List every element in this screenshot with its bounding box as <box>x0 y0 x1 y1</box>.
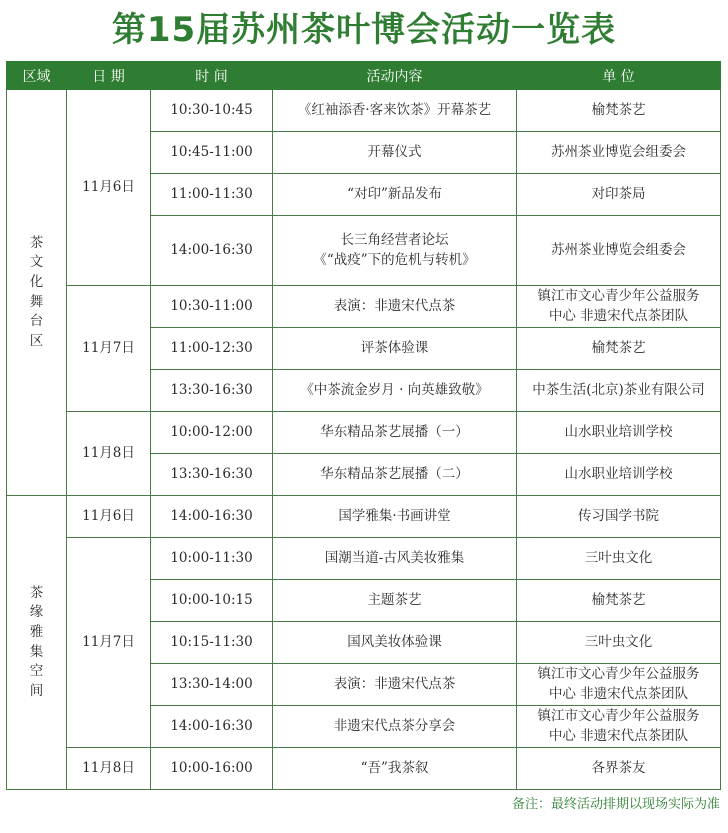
unit-cell: 三叶虫文化 <box>517 538 721 580</box>
content-cell: 主题茶艺 <box>273 580 517 622</box>
time-cell: 10:00-10:15 <box>151 580 273 622</box>
time-cell: 11:00-12:30 <box>151 328 273 370</box>
table-row <box>7 748 721 790</box>
time-cell: 11:00-11:30 <box>151 174 273 216</box>
unit-line: 中心 非遗宋代点茶团队 <box>548 727 689 744</box>
time-cell: 14:00-16:30 <box>151 496 273 538</box>
footnote: 备注：最终活动排期以现场实际为准 <box>511 797 720 812</box>
header-time: 时 间 <box>151 62 273 90</box>
table-row <box>7 286 721 328</box>
date-cell: 11月8日 <box>67 412 151 496</box>
unit-cell: 山水职业培训学校 <box>517 412 721 454</box>
table-row <box>7 538 721 580</box>
content-cell: “吾”我茶叙 <box>273 748 517 790</box>
page-title: 第15届苏州茶叶博会活动一览表 <box>111 10 617 50</box>
unit-cell: 三叶虫文化 <box>517 622 721 664</box>
content-cell: “对印”新品发布 <box>273 174 517 216</box>
schedule-table <box>6 61 721 790</box>
table-header-row <box>7 62 721 90</box>
header-unit: 单 位 <box>517 62 721 90</box>
area-cell: 茶缘雅集空间 <box>7 496 67 790</box>
table-row <box>7 412 721 454</box>
time-cell: 13:30-16:30 <box>151 454 273 496</box>
unit-line: 镇江市文心青少年公益服务 <box>537 707 700 724</box>
content-line: 《“战疫”下的危机与转机》 <box>313 251 476 268</box>
content-cell: 表演：非遗宋代点茶 <box>273 664 517 706</box>
date-cell: 11月7日 <box>67 538 151 748</box>
content-cell <box>273 216 517 286</box>
unit-line: 中心 非遗宋代点茶团队 <box>548 685 689 702</box>
time-cell: 13:30-16:30 <box>151 370 273 412</box>
unit-cell: 各界茶友 <box>517 748 721 790</box>
unit-cell: 榆梵茶艺 <box>517 328 721 370</box>
unit-cell <box>517 286 721 328</box>
table-row <box>7 90 721 132</box>
date-cell: 11月6日 <box>67 90 151 286</box>
content-cell: 国学雅集·书画讲堂 <box>273 496 517 538</box>
content-line: 长三角经营者论坛 <box>340 231 449 248</box>
content-cell: 《中茶流金岁月 · 向英雄致敬》 <box>273 370 517 412</box>
time-cell: 10:30-11:00 <box>151 286 273 328</box>
content-cell: 评茶体验课 <box>273 328 517 370</box>
table-row <box>7 496 721 538</box>
content-cell: 《红袖添香·客来饮茶》开幕茶艺 <box>273 90 517 132</box>
unit-line: 镇江市文心青少年公益服务 <box>537 665 700 682</box>
unit-line: 中心 非遗宋代点茶团队 <box>548 307 689 324</box>
unit-cell: 对印茶局 <box>517 174 721 216</box>
time-cell: 13:30-14:00 <box>151 664 273 706</box>
unit-cell: 中茶生活(北京)茶业有限公司 <box>517 370 721 412</box>
header-area: 区域 <box>7 62 67 90</box>
time-cell: 14:00-16:30 <box>151 216 273 286</box>
content-cell: 国风美妆体验课 <box>273 622 517 664</box>
content-cell: 华东精品茶艺展播（二） <box>273 454 517 496</box>
unit-cell: 苏州茶业博览会组委会 <box>517 216 721 286</box>
date-cell: 11月7日 <box>67 286 151 412</box>
date-cell: 11月8日 <box>67 748 151 790</box>
unit-cell: 山水职业培训学校 <box>517 454 721 496</box>
date-cell: 11月6日 <box>67 496 151 538</box>
unit-cell <box>517 706 721 748</box>
time-cell: 10:00-16:00 <box>151 748 273 790</box>
content-cell: 表演：非遗宋代点茶 <box>273 286 517 328</box>
header-date: 日 期 <box>67 62 151 90</box>
time-cell: 10:00-12:00 <box>151 412 273 454</box>
time-cell: 10:30-10:45 <box>151 90 273 132</box>
time-cell: 10:15-11:30 <box>151 622 273 664</box>
header-content: 活动内容 <box>273 62 517 90</box>
unit-cell: 苏州茶业博览会组委会 <box>517 132 721 174</box>
time-cell: 14:00-16:30 <box>151 706 273 748</box>
area-cell: 茶文化舞台区 <box>7 90 67 496</box>
content-cell: 华东精品茶艺展播（一） <box>273 412 517 454</box>
content-cell: 国潮当道-古风美妆雅集 <box>273 538 517 580</box>
unit-cell: 榆梵茶艺 <box>517 90 721 132</box>
time-cell: 10:00-11:30 <box>151 538 273 580</box>
content-cell: 非遗宋代点茶分享会 <box>273 706 517 748</box>
time-cell: 10:45-11:00 <box>151 132 273 174</box>
unit-line: 镇江市文心青少年公益服务 <box>537 287 700 304</box>
unit-cell: 传习国学书院 <box>517 496 721 538</box>
content-cell: 开幕仪式 <box>273 132 517 174</box>
unit-cell: 榆梵茶艺 <box>517 580 721 622</box>
unit-cell <box>517 664 721 706</box>
